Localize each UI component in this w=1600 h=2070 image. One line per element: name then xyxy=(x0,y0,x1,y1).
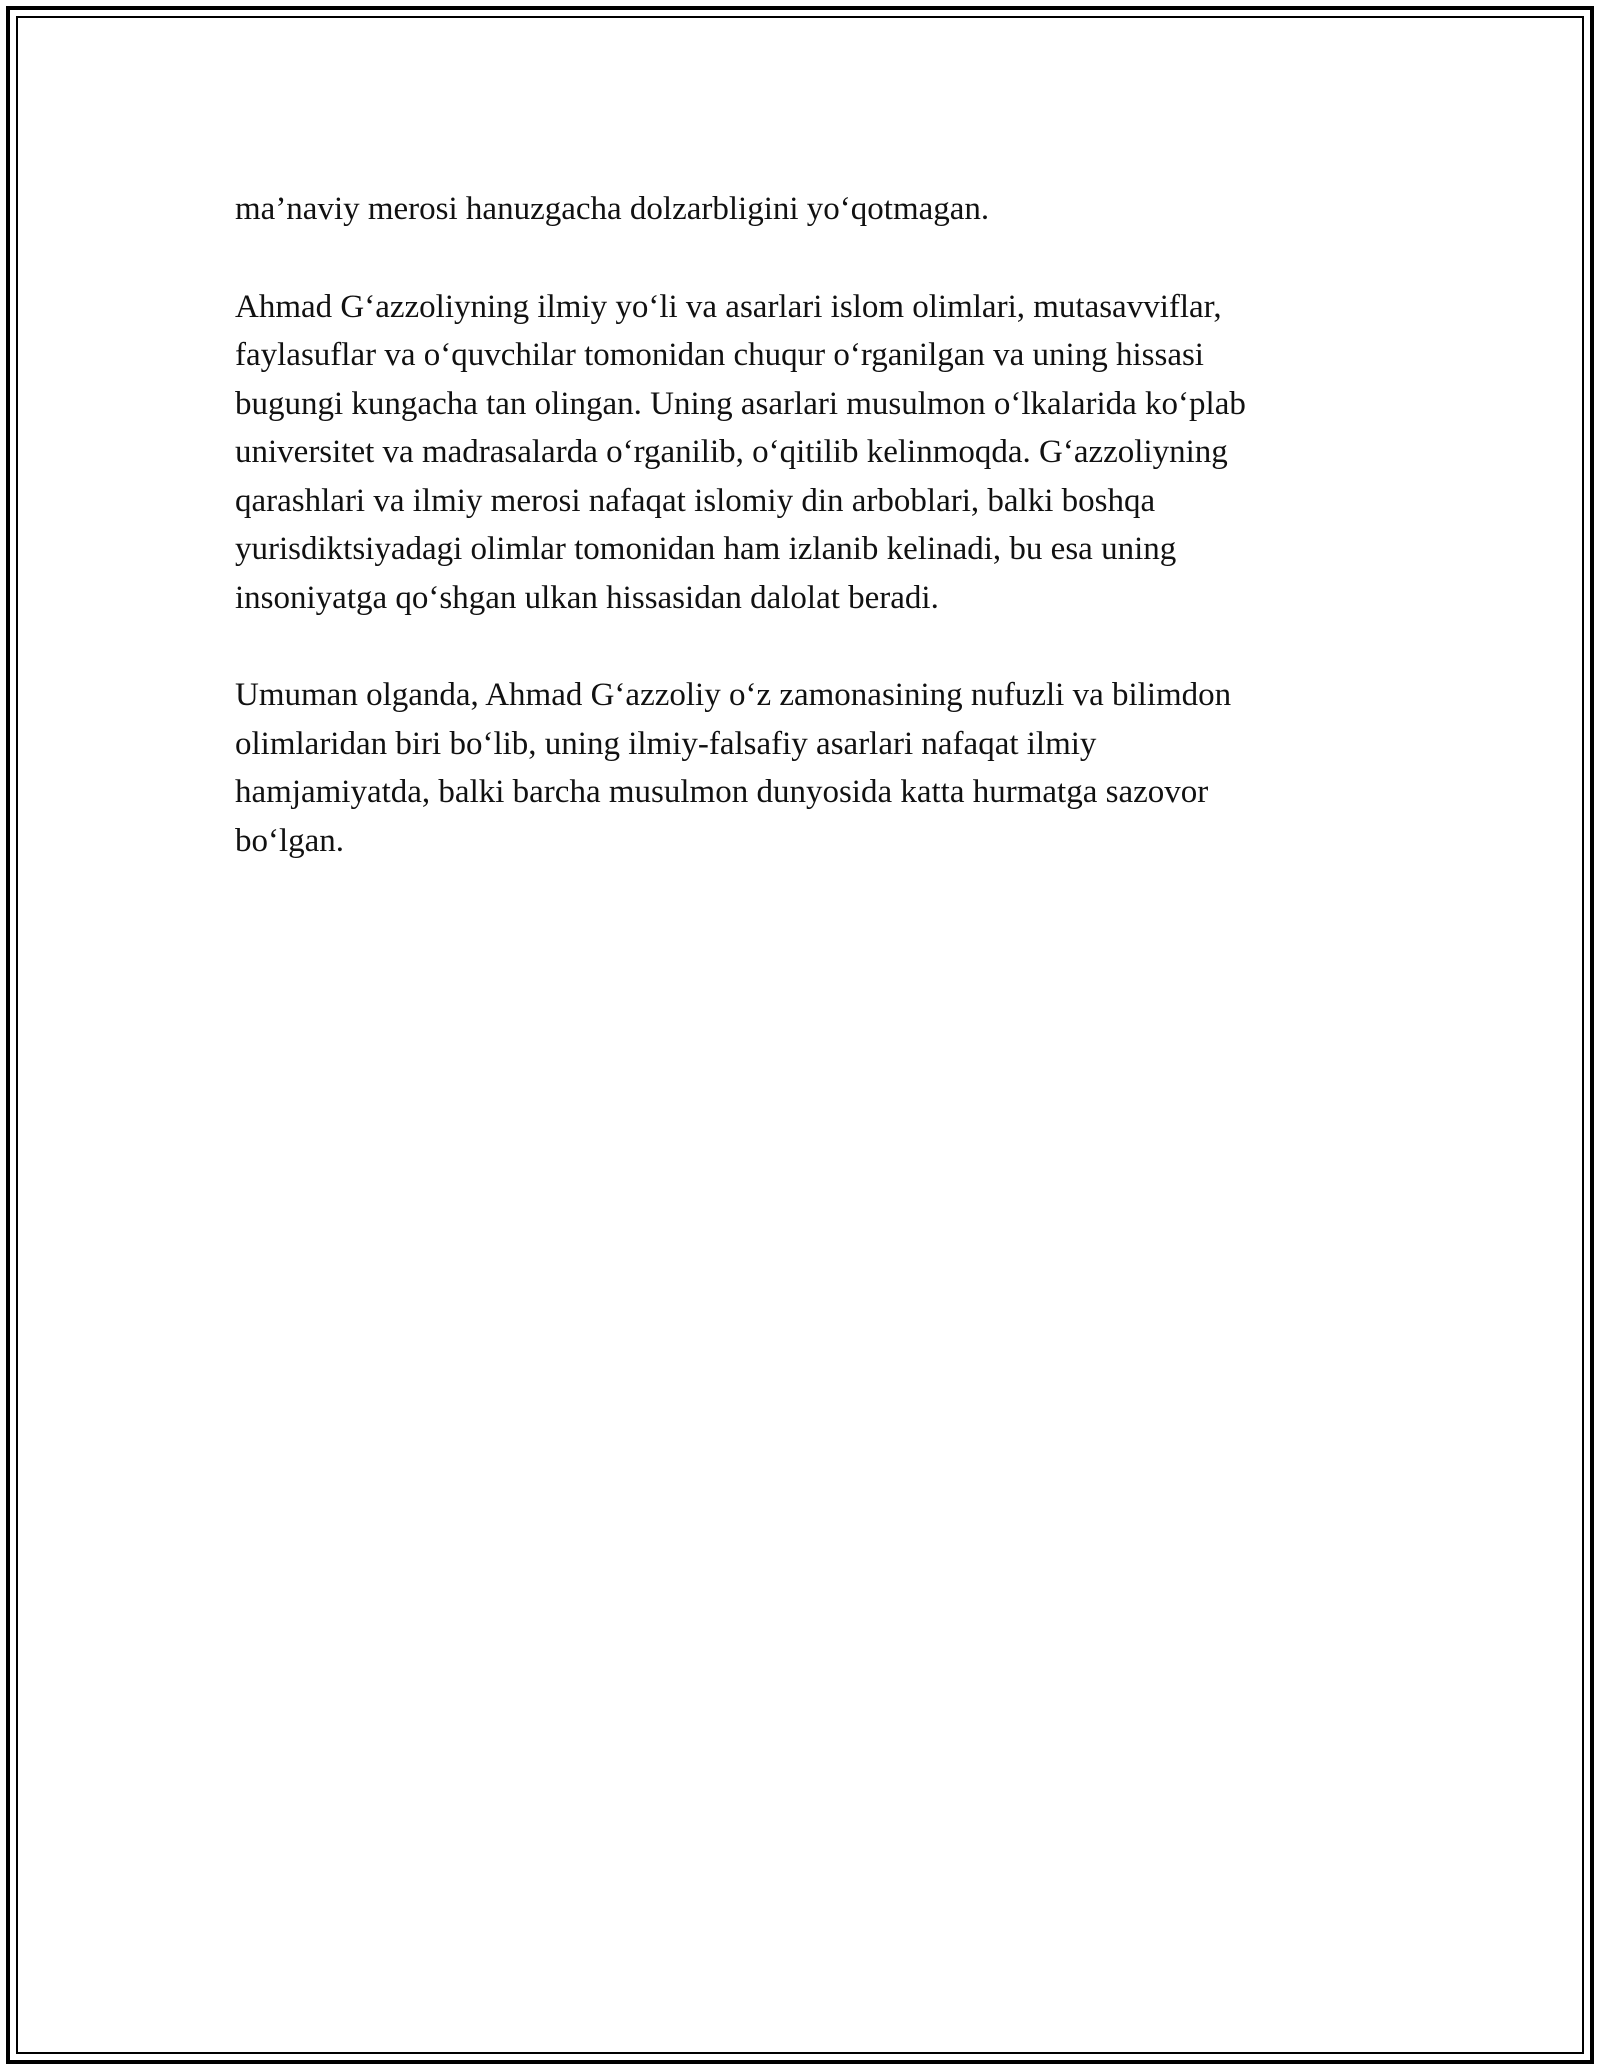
paragraph-line: Umuman olganda, Ahmad G‘azzoliy o‘z zamonasining nufuzli va bilimdon xyxy=(235,677,1232,713)
paragraph-line: hamjamiyatda, balki barcha musulmon dunyosida katta hurmatga sazovor xyxy=(235,774,1209,810)
paragraph-line: qarashlari va ilmiy merosi nafaqat islomiy din arboblari, balki boshqa xyxy=(235,482,1156,519)
paragraph-3 xyxy=(235,671,1370,865)
paragraph-line: ma’naviy merosi hanuzgacha dolzarbligini yo‘qotmagan. xyxy=(235,191,990,227)
paragraph-line: universitet va madrasalarda o‘rganilib, o‘qitilib kelinmoqda. G‘azzoliyning xyxy=(235,434,1228,470)
paragraph-line: Ahmad G‘azzoliyning ilmiy yo‘li va asarlari islom olimlari, mutasavviflar, xyxy=(235,288,1222,325)
paragraph-line: faylasuflar va o‘quvchilar tomonidan chuqur o‘rganilgan va uning hissasi xyxy=(235,337,1204,373)
paragraph-2 xyxy=(235,283,1370,623)
paragraph-line: bugungi kungacha tan olingan. Uning asarlari musulmon o‘lkalarida ko‘plab xyxy=(235,385,1246,422)
paragraph-line: yurisdiktsiyadagi olimlar tomonidan ham izlanib kelinadi, bu esa uning xyxy=(235,531,1177,567)
paragraph-line: olimlaridan biri bo‘lib, uning ilmiy-falsafiy asarlari nafaqat ilmiy xyxy=(235,725,1097,762)
paragraph-line: bo‘lgan. xyxy=(235,822,345,859)
page-content xyxy=(235,185,1370,914)
paragraph-line: insoniyatga qo‘shgan ulkan hissasidan dalolat beradi. xyxy=(235,579,939,616)
paragraph-1 xyxy=(235,185,1370,234)
